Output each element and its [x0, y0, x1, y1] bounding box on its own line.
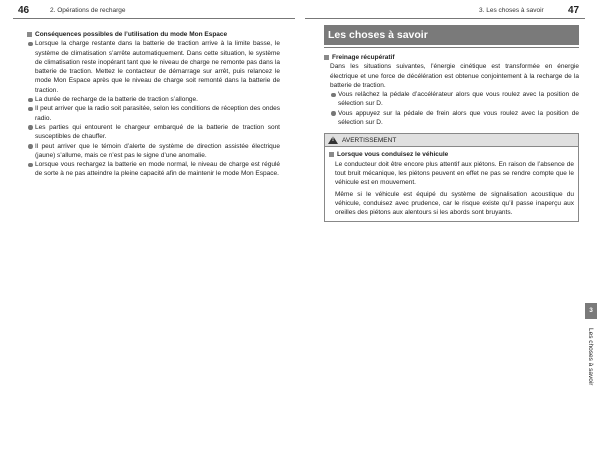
square-bullet-icon [329, 152, 334, 157]
regen-heading-text: Freinage récupératif [332, 54, 395, 61]
list-item: Lorsque la charge restante dans la batterie de traction arrive à la limite basse, le système de climatisation s’arrête automatiquement. Dans cette situation, le système de climatisation reste inopérant tant que le niveau de charge ne remonte pas dans la batterie de traction. Mettez le contacteur de démarrage sur arrêt, puis relancez le mode Mon Espace après que le niveau de charge soit remonté dans la batterie de traction. [27, 39, 280, 95]
section-banner: Les choses à savoir [324, 25, 579, 45]
list-item: Lorsque vous rechargez la batterie en mode normal, le niveau de charge est régulé de sorte à ne pas atteindre la pleine capacité afin de maintenir le mode Mon Espace. [27, 160, 280, 179]
warning-body [325, 147, 578, 221]
list-item: Il peut arriver que le témoin d’alerte de système de direction assistée électrique (jaune) s’allume, mais ce n’est pas le signe d’une anomalie. [27, 142, 280, 161]
warning-paragraph: Le conducteur doit être encore plus attentif aux piétons. En raison de l’absence de tout bruit mécanique, les piétons peuvent en effet ne pas se rendre compte que le véhicule est en mouvement. [335, 160, 574, 187]
list-item: Vous relâchez la pédale d’accélérateur alors que vous roulez avec la position de sélection sur D. [330, 90, 579, 109]
warning-box [324, 133, 579, 222]
right-header-rule [305, 18, 585, 19]
warning-label: AVERTISSEMENT [342, 136, 397, 144]
banner-divider [324, 47, 579, 48]
right-page-content [324, 25, 579, 222]
warning-header [325, 134, 578, 147]
square-bullet-icon [27, 32, 32, 37]
list-item: Vous appuyez sur la pédale de frein alors que vous roulez avec la position de sélection sur D. [330, 109, 579, 128]
warning-paragraph: Même si le véhicule est équipé du système de signalisation acoustique du véhicule, conduisez avec prudence, car le risque existe qu’il passe inaperçu aux oreilles des piétons aux alentours si les abords sont bruyants. [335, 190, 574, 217]
left-header-rule [13, 18, 295, 19]
list-item: La durée de recharge de la batterie de traction s’allonge. [27, 95, 280, 104]
section-heading-text: Conséquences possibles de l’utilisation du mode Mon Espace [35, 31, 228, 38]
left-page-content [27, 30, 280, 179]
list-item: Les parties qui entourent le chargeur embarqué de la batterie de traction sont susceptibles de chauffer. [27, 123, 280, 142]
left-page-number: 46 [18, 5, 30, 16]
chapter-tab-label: Les choses à savoir [587, 328, 594, 386]
warning-title [329, 150, 574, 159]
warning-triangle-icon: ! [328, 136, 338, 144]
left-chapter-title: 2. Opérations de recharge [50, 7, 126, 14]
chapter-tab: 3 [585, 303, 597, 319]
regen-intro: Dans les situations suivantes, l’énergie cinétique est transformée en énergie électrique et une force de décélération est obtenue conjointement à la recharge de la batterie de traction. [330, 63, 579, 89]
regen-heading [324, 53, 579, 62]
square-bullet-icon [324, 55, 329, 60]
section-heading [27, 30, 280, 39]
right-page-number: 47 [568, 5, 580, 16]
right-chapter-title: 3. Les choses à savoir [479, 7, 544, 14]
list-item: Il peut arriver que la radio soit parasitée, selon les conditions de réception des ondes radio. [27, 104, 280, 123]
warning-title-text: Lorsque vous conduisez le véhicule [337, 151, 449, 159]
